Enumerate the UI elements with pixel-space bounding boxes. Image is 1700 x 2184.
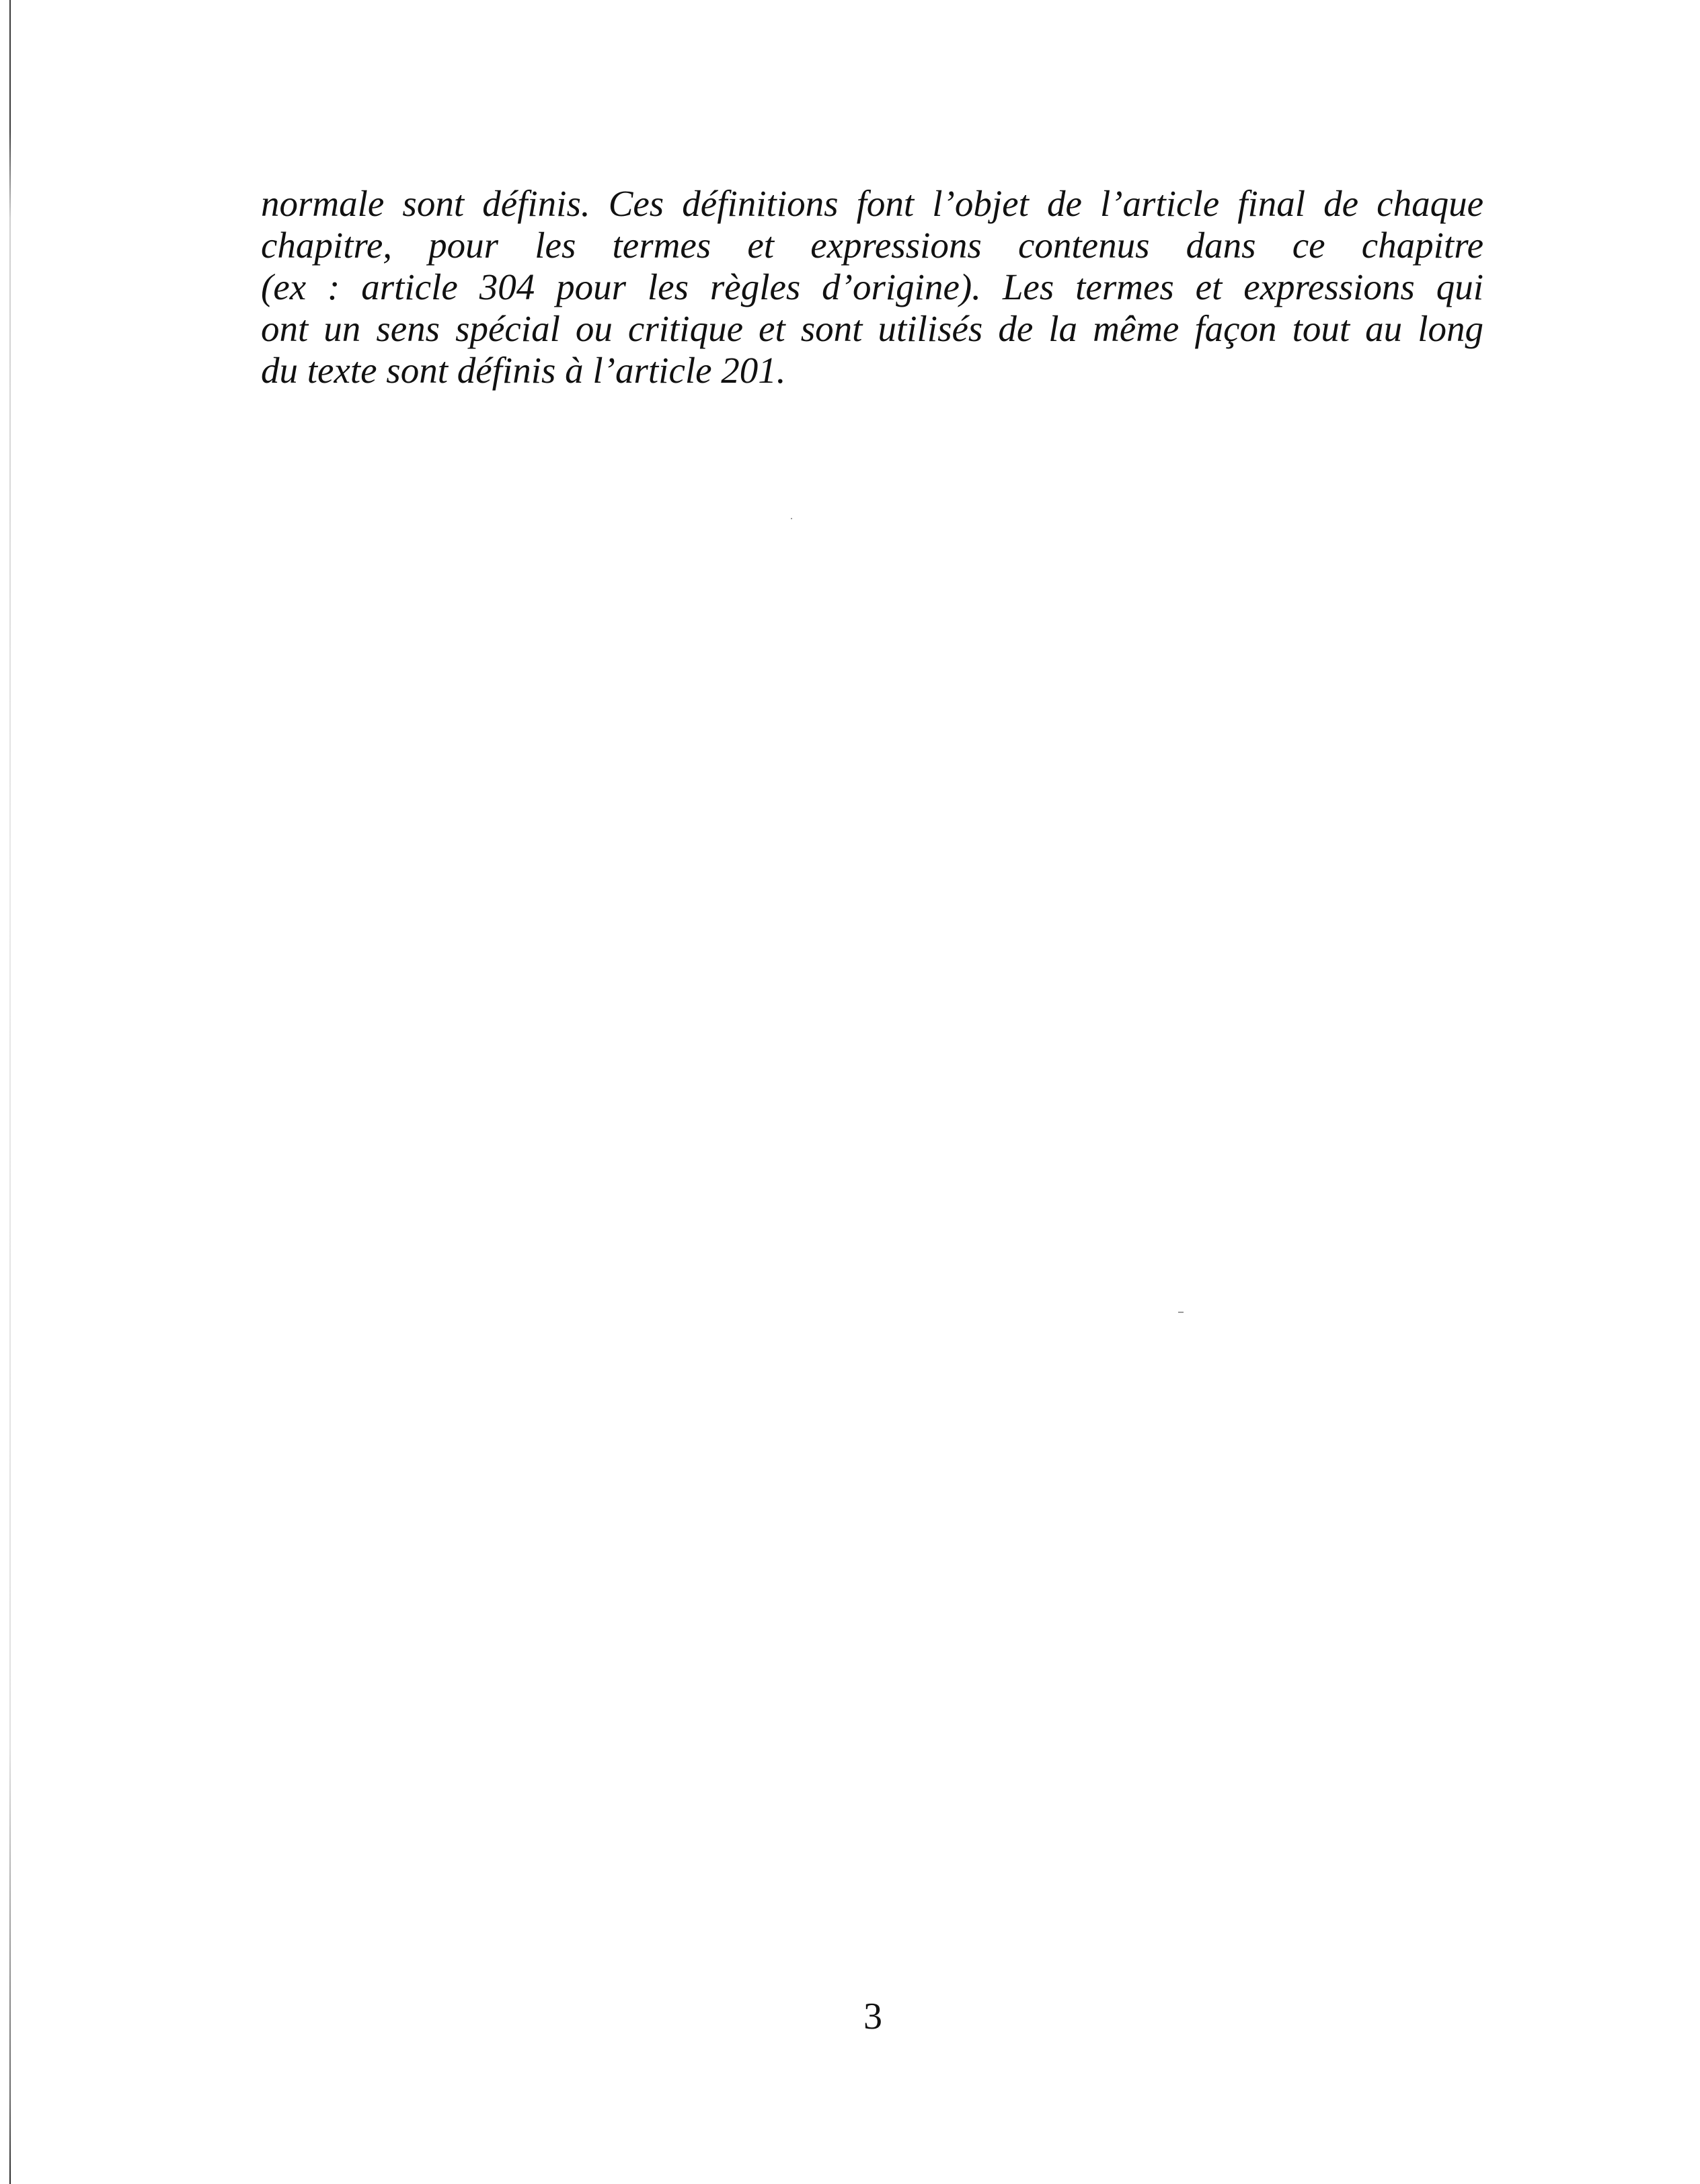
scan-speck xyxy=(791,518,792,519)
paragraph-line: (ex : article 304 pour les règles d’origine). Les termes et expressions qui xyxy=(261,266,1483,307)
paragraph-line: normale sont définis. Ces définitions font l’objet de l’article final de chaque xyxy=(261,183,1483,224)
paragraph-line: du texte sont définis à l’article 201. xyxy=(261,350,786,391)
scan-edge-line xyxy=(9,0,11,2184)
page-number: 3 xyxy=(863,1996,882,2037)
body-paragraph xyxy=(261,183,1483,391)
scan-speck xyxy=(1178,1312,1184,1313)
paragraph-line: chapitre, pour les termes et expressions contenus dans ce chapitre xyxy=(261,225,1483,266)
paragraph-line: ont un sens spécial ou critique et sont utilisés de la même façon tout au long xyxy=(261,308,1483,349)
